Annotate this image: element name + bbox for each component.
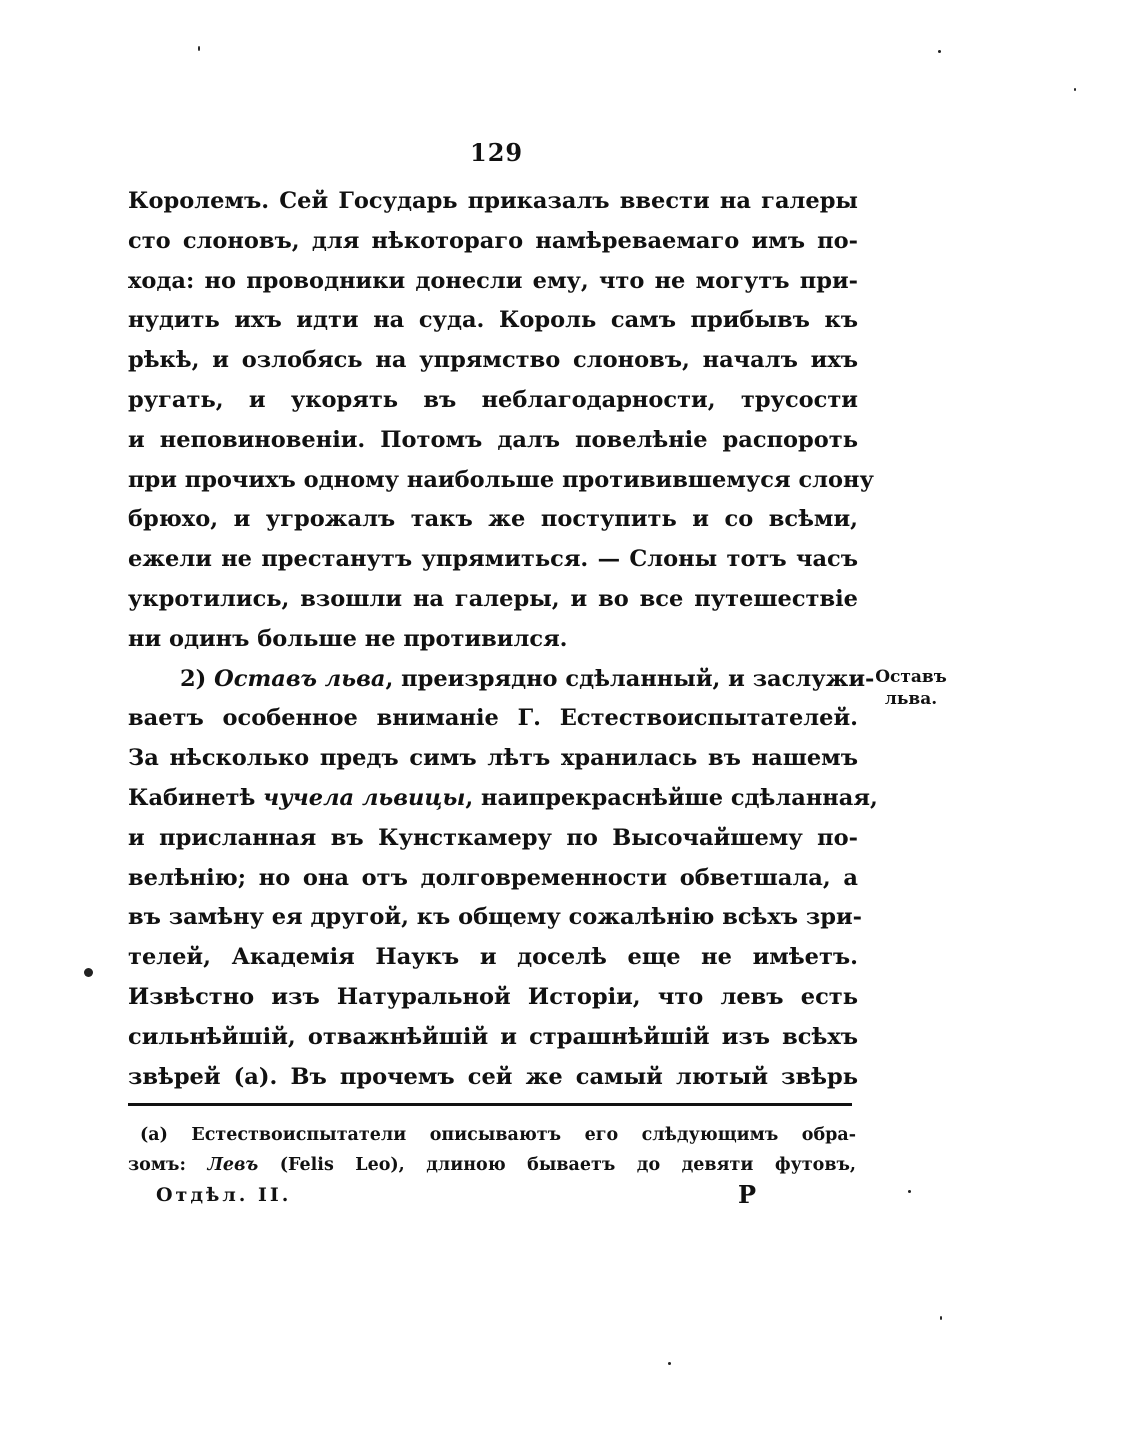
text-line: Королемъ. Сей Государь приказалъ ввести на галеры: [128, 188, 858, 214]
margin-note-line: льва.: [884, 689, 938, 709]
footnote: [128, 1120, 857, 1180]
ink-speck: [940, 1316, 942, 1320]
text-line: въ замѣну ея другой, къ общему сожалѣнію всѣхъ зри-: [128, 904, 862, 931]
text-line: и присланная въ Кунсткамеру по Высочайшему по-: [128, 824, 858, 851]
section-label: Отдѣл. II.: [156, 1184, 292, 1206]
text-line: и неповиновеніи. Потомъ далъ повелѣніе распороть: [128, 426, 858, 453]
footnote-divider: [128, 1103, 852, 1106]
text-line: ежели не престанутъ упрямиться. — Слоны тотъ часъ: [128, 546, 858, 573]
ink-speck: [938, 50, 941, 53]
text-line-kabinet: [128, 779, 878, 819]
ink-speck: [908, 1190, 911, 1193]
text-line: телей, Академія Наукъ и доселѣ еще не имѣетъ.: [128, 944, 858, 971]
signature-mark: Р: [738, 1180, 757, 1209]
text-line: велѣнію; но она отъ долговременности обветшала, а: [128, 864, 858, 891]
text-span: Кабинетѣ: [128, 784, 264, 811]
text-span: зомъ:: [128, 1155, 208, 1175]
italic-phrase: Оставъ льва: [214, 665, 386, 692]
ink-speck: [84, 968, 93, 977]
text-line: укротились, взошли на галеры, и во все путешествіе: [128, 585, 858, 612]
paragraph-2-first-line: [128, 660, 875, 700]
text-line: сто слоновъ, для нѣкотораго намѣреваемаго имъ по-: [128, 227, 858, 254]
main-text: [128, 182, 878, 1097]
paragraph-number: 2): [180, 665, 207, 692]
ink-speck: [1074, 88, 1076, 91]
text-line: нудить ихъ идти на суда. Король самъ прибывъ къ: [128, 307, 858, 334]
text-span: , наипрекраснѣйше сдѣланная,: [465, 784, 878, 811]
text-span: , преизрядно сдѣланный, и заслужи-: [385, 665, 875, 692]
margin-note: [870, 666, 952, 710]
text-line: ни одинъ больше не противился.: [128, 625, 568, 652]
ink-speck: [668, 1362, 671, 1365]
text-line: ваетъ особенное вниманіе Г. Естествоиспытателей.: [128, 705, 858, 732]
italic-phrase: чучела львицы: [263, 784, 466, 811]
text-line: За нѣсколько предъ симъ лѣтъ хранилась въ нашемъ: [128, 745, 858, 772]
text-line: Извѣстно изъ Натуральной Исторіи, что левъ есть: [128, 983, 858, 1010]
text-line: сильнѣйшій, отважнѣйшій и страшнѣйшій изъ всѣхъ: [128, 1023, 858, 1050]
text-line: ругать, и укорять въ неблагодарности, трусости: [128, 386, 858, 413]
text-line: брюхо, и угрожалъ такъ же поступить и со всѣми,: [128, 506, 858, 533]
text-line: рѣкѣ, и озлобясь на упрямство слоновъ, началъ ихъ: [128, 347, 858, 374]
ink-speck: [198, 46, 200, 51]
text-line: звѣрей (а). Въ прочемъ сей же самый лютый звѣрь: [128, 1063, 858, 1090]
text-line: при прочихъ одному наибольше противившемуся слону: [128, 466, 874, 493]
margin-note-line: Оставъ: [875, 667, 947, 687]
page-number: 129: [470, 138, 524, 167]
text-span: (Felis Leo), длиною бываетъ до девяти футовъ,: [258, 1155, 857, 1175]
footnote-line: [128, 1150, 856, 1180]
italic-phrase: Левъ: [207, 1155, 259, 1175]
footnote-line: (а) Естествоиспытатели описываютъ его слѣдующимъ обра-: [140, 1125, 856, 1145]
text-line: хода: но проводники донесли ему, что не могутъ при-: [128, 267, 858, 294]
